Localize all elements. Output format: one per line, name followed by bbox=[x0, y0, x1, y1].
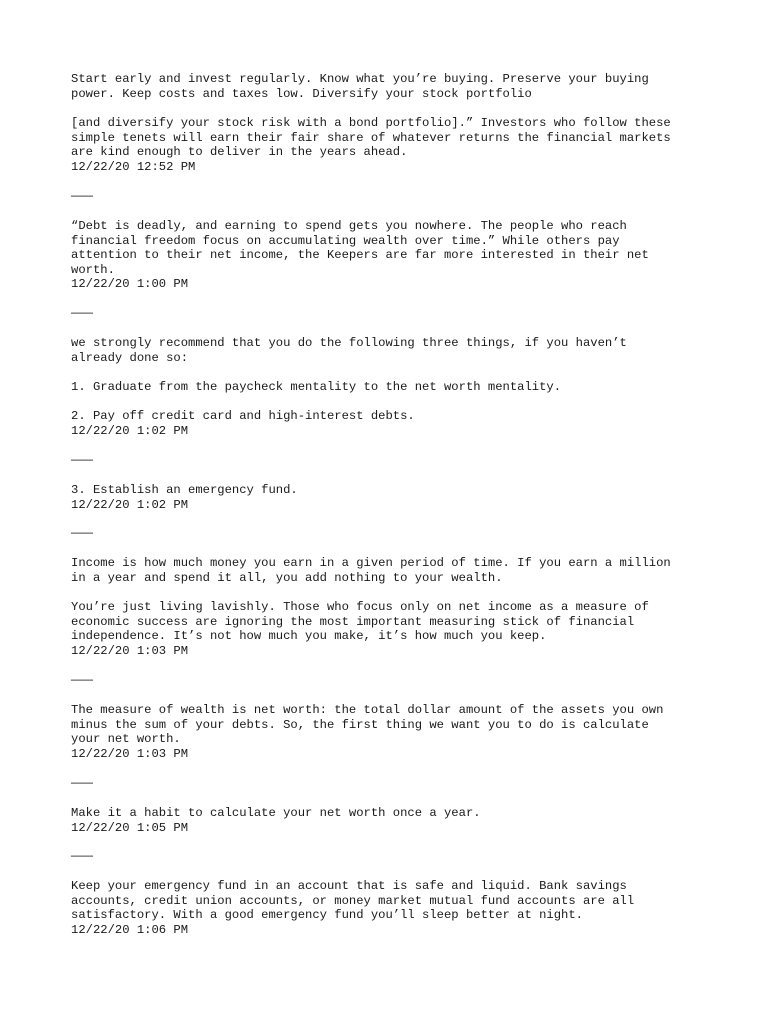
note-1-line-5: are kind enough to deliver in the years ahead. bbox=[71, 145, 408, 160]
note-3-timestamp: 12/22/20 1:02 PM bbox=[71, 424, 189, 438]
note-4-line-1: 3. Establish an emergency fund. bbox=[71, 483, 298, 497]
note-5-line-4: economic success are ignoring the most important measuring stick of financial bbox=[71, 614, 635, 629]
note-5-timestamp: 12/22/20 1:03 PM bbox=[71, 644, 189, 658]
note-5-line-3: You’re just living lavishly. Those who focus only on net income as a measure of bbox=[71, 600, 649, 614]
note-1-line-3: [and diversify your stock risk with a bond portfolio].” Investors who follow these bbox=[71, 116, 671, 130]
separator-1: ——— bbox=[71, 189, 93, 203]
note-5-line-1: Income is how much money you earn in a given period of time. If you earn a million bbox=[71, 556, 671, 570]
note-3-line-1: we strongly recommend that you do the following three things, if you haven’t bbox=[71, 336, 627, 350]
separator-7: ——— bbox=[71, 849, 93, 863]
note-6-line-3: your net worth. bbox=[71, 732, 181, 747]
note-2-line-3: attention to their net income, the Keepers are far more interested in their net bbox=[71, 248, 649, 263]
note-4-timestamp: 12/22/20 1:02 PM bbox=[71, 497, 189, 512]
note-2-line-1: “Debt is deadly, and earning to spend gets you nowhere. The people who reach bbox=[71, 219, 627, 233]
note-1-line-4: simple tenets will earn their fair share of whatever returns the financial markets bbox=[71, 130, 671, 145]
note-8-line-1: Keep your emergency fund in an account that is safe and liquid. Bank savings bbox=[71, 879, 627, 893]
note-5-line-5: independence. It’s not how much you make, it’s how much you keep. bbox=[71, 629, 547, 644]
note-8-timestamp: 12/22/20 1:06 PM bbox=[71, 923, 189, 937]
separator-4: ——— bbox=[71, 526, 93, 540]
note-1-line-2: power. Keep costs and taxes low. Diversify your stock portfolio bbox=[71, 86, 532, 101]
separator-3: ——— bbox=[71, 453, 93, 467]
separator-5: ——— bbox=[71, 673, 93, 687]
note-3-line-3: 1. Graduate from the paycheck mentality to the net worth mentality. bbox=[71, 380, 562, 394]
note-6-line-2: minus the sum of your debts. So, the first thing we want you to do is calculate bbox=[71, 717, 649, 732]
note-7-line-1: Make it a habit to calculate your net worth once a year. bbox=[71, 806, 481, 820]
note-8-line-2: accounts, credit union accounts, or money market mutual fund accounts are all bbox=[71, 893, 635, 908]
note-1-line-1: Start early and invest regularly. Know what you’re buying. Preserve your buying bbox=[71, 72, 649, 86]
note-3-line-2: already done so: bbox=[71, 350, 189, 365]
note-5-line-2: in a year and spend it all, you add nothing to your wealth. bbox=[71, 570, 503, 585]
note-6-timestamp: 12/22/20 1:03 PM bbox=[71, 747, 189, 761]
note-2-line-2: financial freedom focus on accumulating wealth over time.” While others pay bbox=[71, 233, 620, 248]
note-8-line-3: satisfactory. With a good emergency fund you’ll sleep better at night. bbox=[71, 908, 583, 923]
note-2-timestamp: 12/22/20 1:00 PM bbox=[71, 277, 189, 291]
note-6-line-1: The measure of wealth is net worth: the total dollar amount of the assets you own bbox=[71, 703, 664, 717]
separator-2: ——— bbox=[71, 306, 93, 320]
note-1-timestamp: 12/22/20 12:52 PM bbox=[71, 160, 196, 174]
note-2-line-4: worth. bbox=[71, 262, 115, 277]
note-3-line-4: 2. Pay off credit card and high-interest debts. bbox=[71, 409, 415, 423]
separator-6: ——— bbox=[71, 776, 93, 790]
note-7-timestamp: 12/22/20 1:05 PM bbox=[71, 820, 189, 835]
